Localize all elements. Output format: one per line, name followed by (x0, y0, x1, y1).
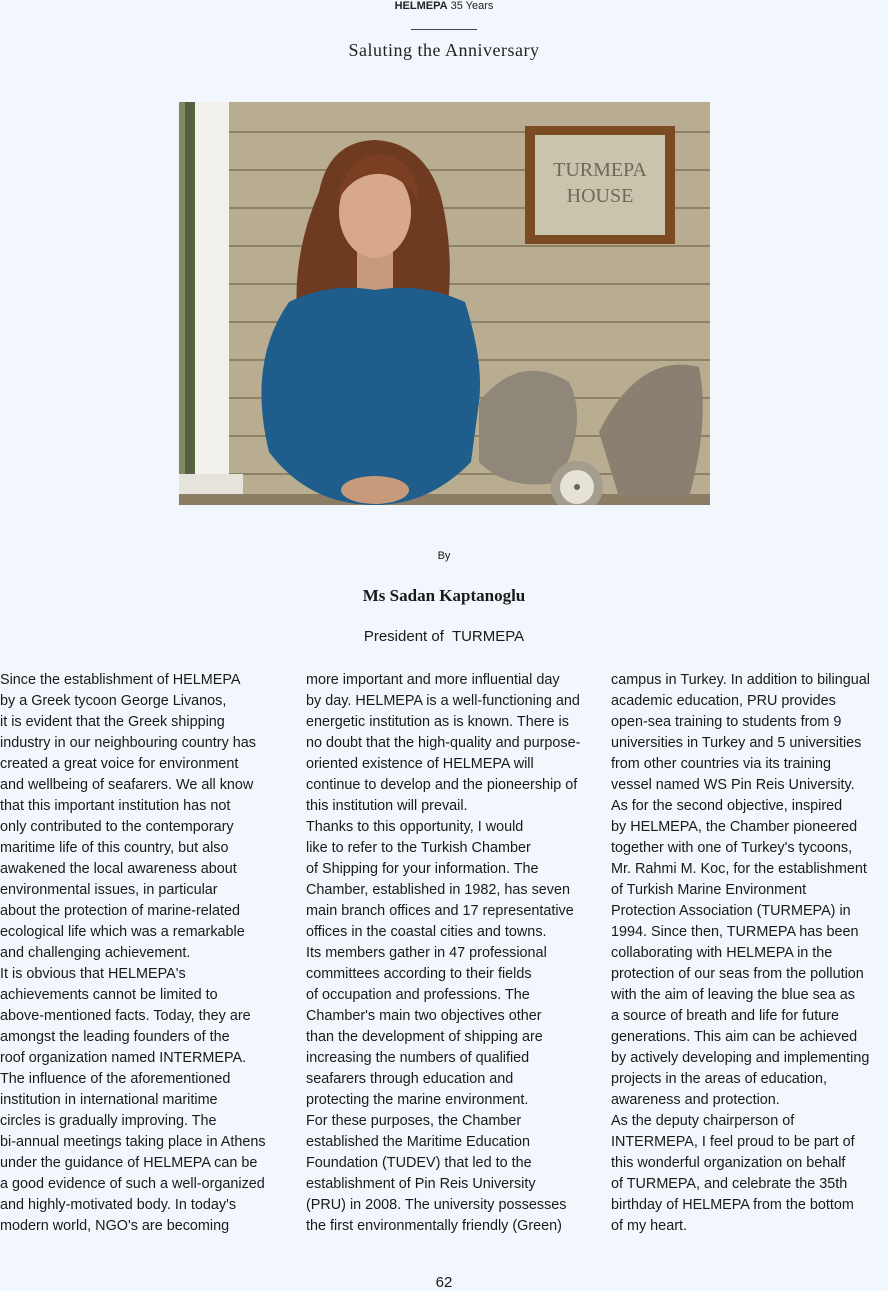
body-line: circles is gradually improving. The (0, 1113, 217, 1129)
body-line: Its members gather in 47 professional (306, 945, 547, 961)
body-line: maritime life of this country, but also (0, 840, 229, 856)
body-line: 1994. Since then, TURMEPA has been (611, 924, 859, 940)
body-line: Since the establishment of HELMEPA (0, 672, 241, 688)
body-line: academic education, PRU provides (611, 693, 836, 709)
byline-by: By (437, 550, 451, 562)
body-line: together with one of Turkey's tycoons, (611, 840, 853, 856)
body-line: open-sea training to students from 9 (611, 714, 842, 730)
body-line: continue to develop and the pioneership of (306, 777, 578, 793)
body-line: about the protection of marine-related (0, 903, 240, 919)
body-line: the first environmentally friendly (Green) (306, 1218, 562, 1234)
body-line: (PRU) in 2008. The university possesses (306, 1197, 567, 1213)
body-line: by HELMEPA, the Chamber pioneered (611, 819, 858, 835)
body-line: generations. This aim can be achieved (611, 1029, 858, 1045)
body-line: increasing the numbers of qualified (306, 1050, 530, 1066)
body-line: birthday of HELMEPA from the bottom (611, 1197, 854, 1213)
body-line: It is obvious that HELMEPA's (0, 966, 186, 982)
body-line: industry in our neighbouring country has (0, 735, 256, 751)
body-line: campus in Turkey. In addition to bilingual (611, 672, 870, 688)
body-line: committees according to their fields (306, 966, 532, 982)
body-line: under the guidance of HELMEPA can be (0, 1155, 258, 1171)
body-line: it is evident that the Greek shipping (0, 714, 225, 730)
body-line: more important and more influential day (306, 672, 560, 688)
sign-line-2: HOUSE (566, 185, 634, 207)
body-line: Chamber, established in 1982, has seven (306, 882, 570, 898)
body-line: and challenging achievement. (0, 945, 191, 961)
body-line: of Shipping for your information. The (306, 861, 539, 877)
header-years: 35 Years (450, 0, 494, 12)
body-line: that this important institution has not (0, 798, 231, 814)
header-divider (411, 29, 477, 30)
body-line: The influence of the aforementioned (0, 1071, 231, 1087)
body-line: Mr. Rahmi M. Koc, for the establishment (611, 861, 867, 877)
body-line: projects in the areas of education, (611, 1071, 827, 1087)
body-line: of my heart. (611, 1218, 687, 1234)
body-line: Protection Association (TURMEPA) in (611, 903, 851, 919)
body-line: only contributed to the contemporary (0, 819, 234, 835)
body-line: a good evidence of such a well-organized (0, 1176, 265, 1192)
body-line: of TURMEPA, and celebrate the 35th (611, 1176, 848, 1192)
sign-text (535, 157, 665, 209)
body-line: from other countries via its training (611, 756, 831, 772)
body-line: bi-annual meetings taking place in Athens (0, 1134, 266, 1150)
body-line: amongst the leading founders of the (0, 1029, 230, 1045)
body-line: protection of our seas from the pollution (611, 966, 864, 982)
body-line: energetic institution as is known. There is (306, 714, 569, 730)
body-line: by day. HELMEPA is a well-functioning and (306, 693, 580, 709)
header-brand: HELMEPA (394, 0, 448, 12)
body-line: Foundation (TUDEV) that led to the (306, 1155, 532, 1171)
body-line: environmental issues, in particular (0, 882, 218, 898)
body-line: seafarers through education and (306, 1071, 514, 1087)
body-line: of Turkish Marine Environment (611, 882, 807, 898)
body-line: protecting the marine environment. (306, 1092, 529, 1108)
body-line: Chamber's main two objectives other (306, 1008, 542, 1024)
text-column-2 (306, 670, 591, 1237)
body-line: main branch offices and 17 representative (306, 903, 574, 919)
running-header (0, 0, 888, 12)
body-line: modern world, NGO's are becoming (0, 1218, 230, 1234)
body-line: like to refer to the Turkish Chamber (306, 840, 531, 856)
text-column-3 (611, 670, 888, 1237)
body-line: by actively developing and implementing (611, 1050, 870, 1066)
body-line: establishment of Pin Reis University (306, 1176, 536, 1192)
body-line: vessel named WS Pin Reis University. (611, 777, 855, 793)
body-line: established the Maritime Education (306, 1134, 530, 1150)
body-line: than the development of shipping are (306, 1029, 543, 1045)
body-line: awareness and protection. (611, 1092, 780, 1108)
body-line: As for the second objective, inspired (611, 798, 843, 814)
body-line: INTERMEPA, I feel proud to be part of (611, 1134, 855, 1150)
body-line: institution in international maritime (0, 1092, 218, 1108)
body-line: universities in Turkey and 5 universities (611, 735, 862, 751)
body-line: by a Greek tycoon George Livanos, (0, 693, 227, 709)
body-line: For these purposes, the Chamber (306, 1113, 522, 1129)
body-line: Thanks to this opportunity, I would (306, 819, 524, 835)
body-line: no doubt that the high-quality and purpose- (306, 735, 581, 751)
body-line: offices in the coastal cities and towns. (306, 924, 547, 940)
body-line: of occupation and professions. The (306, 987, 530, 1003)
body-line: oriented existence of HELMEPA will (306, 756, 534, 772)
body-line: and wellbeing of seafarers. We all know (0, 777, 254, 793)
body-line: and highly-motivated body. In today's (0, 1197, 237, 1213)
body-line: As the deputy chairperson of (611, 1113, 795, 1129)
body-line: roof organization named INTERMEPA. (0, 1050, 247, 1066)
body-line: awakened the local awareness about (0, 861, 237, 877)
page-number: 62 (435, 1274, 453, 1291)
body-line: this institution will prevail. (306, 798, 468, 814)
body-line: ecological life which was a remarkable (0, 924, 245, 940)
body-line: with the aim of leaving the blue sea as (611, 987, 855, 1003)
body-line: collaborating with HELMEPA in the (611, 945, 833, 961)
body-line: a source of breath and life for future (611, 1008, 839, 1024)
body-line: achievements cannot be limited to (0, 987, 218, 1003)
sign-line-1: TURMEPA (553, 159, 647, 181)
body-line: above-mentioned facts. Today, they are (0, 1008, 251, 1024)
author-name: Ms Sadan Kaptanoglu (362, 586, 526, 605)
portrait-photo (179, 102, 710, 505)
body-line: created a great voice for environment (0, 756, 239, 772)
section-title: Saluting the Anniversary (348, 40, 540, 60)
author-role: President of TURMEPA (363, 628, 525, 645)
body-line: this wonderful organization on behalf (611, 1155, 846, 1171)
text-column-1 (0, 670, 285, 1237)
